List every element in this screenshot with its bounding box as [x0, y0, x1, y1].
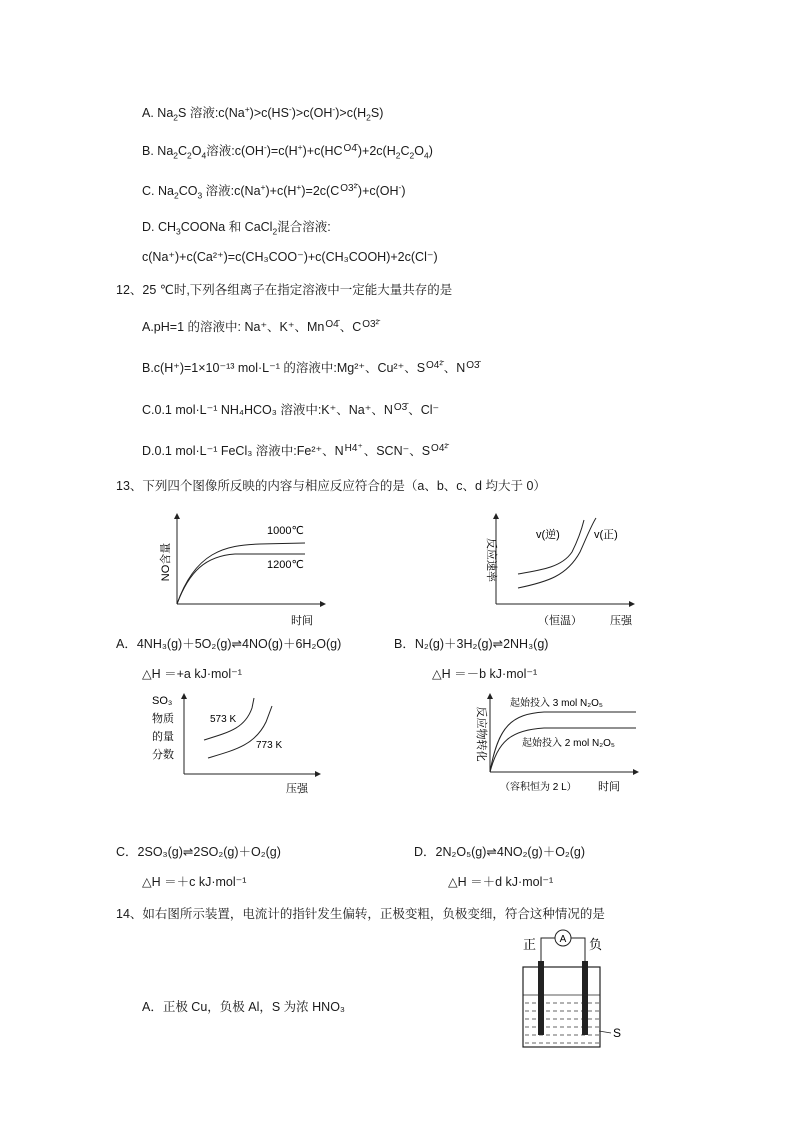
q12-option-a: A.pH=1 的溶液中: Na⁺、K⁺、$Mn^{O4̄}$、$C^{O3^2̄}$	[142, 319, 379, 334]
q13-option-a-dh: △H ＝+a kJ·mol⁻¹	[142, 667, 242, 681]
q11-option-b: B. $Na_2C_2O_4$溶液$:c(OH^-)=c(H^+)+c(HC^{O4̄})+2c(H_2C_2O_4)$	[142, 141, 433, 161]
ammeter-label: A	[559, 934, 567, 945]
q12-option-d: D.0.1 mol·L⁻¹ FeCl₃ 溶液中:Fe²⁺、$N^{H4^+}$、SCN⁻、$S^{O4^2̄}$	[142, 443, 448, 458]
fig-c-curve-773: 773 K	[256, 740, 283, 751]
q11-option-a: A. $Na_2S$ 溶液$:c(Na^+)>c(HS^-)>c(OH^-)>c(H_2S)$	[142, 103, 384, 123]
positive-electrode	[538, 961, 544, 1035]
q13-option-c: C．2SO₃(g)⇌2SO₂(g)＋O₂(g)	[116, 845, 281, 859]
q13-option-d-dh: △H ＝＋d kJ·mol⁻¹	[448, 875, 554, 889]
fig-b-xlabel: 压强	[610, 615, 632, 627]
q13-option-a: A．4NH₃(g)＋5O₂(g)⇌4NO(g)＋6H₂O(g)	[116, 637, 342, 651]
fig-d-curve-2mol: 起始投入 2 mol N₂O₅	[522, 738, 615, 749]
solution-label: S	[613, 1026, 622, 1040]
q12-stem: 12、25 ℃时,下列各组离子在指定溶液中一定能大量共存的是	[116, 283, 453, 297]
fig-c-xlabel: 压强	[286, 783, 308, 795]
q13-option-b: B．N₂(g)＋3H₂(g)⇌2NH₃(g)	[394, 637, 549, 651]
q13-stem: 13、下列四个图像所反映的内容与相应反应符合的是（a、b、c、d 均大于 0）	[116, 479, 546, 493]
fig-d-ylabel: 反应物转化	[475, 706, 487, 762]
fig-c-curve-573: 573 K	[210, 714, 237, 725]
q11-option-d: D. $CH_3COONa$ 和 CaCl$_2$混合溶液:	[142, 220, 331, 237]
fig-a-xlabel: 时间	[291, 615, 313, 627]
q11-option-d-equation: c(Na⁺)+c(Ca²⁺)=c(CH₃COO⁻)+c(CH₃COOH)+2c(Cl⁻)	[142, 250, 438, 264]
q14-stem: 14、如右图所示装置，电流计的指针发生偏转，正极变粗，负极变细，符合这种情况的是	[116, 907, 605, 921]
q13-figure-b	[472, 512, 642, 630]
fig-d-note: （容积恒为 2 L）	[500, 782, 577, 793]
q14-option-a: A．正极 Cu，负极 Al，S 为浓 HNO₃	[142, 1000, 346, 1014]
q13-option-d: D．2N₂O₅(g)⇌4NO₂(g)＋O₂(g)	[414, 845, 586, 859]
fig-b-note: （恒温）	[538, 615, 582, 627]
fig-d-curve-3mol: 起始投入 3 mol N₂O₅	[510, 698, 603, 709]
negative-label: 负	[589, 937, 603, 952]
negative-electrode	[582, 961, 588, 1035]
fig-a-curve-1000: 1000℃	[267, 525, 304, 537]
positive-label: 正	[523, 937, 537, 952]
fig-a-curve-1200: 1200℃	[267, 559, 304, 571]
q11-option-c: C. $Na_2CO_3$ 溶液$:c(Na^+)+c(H^+)=2c(C^{O3^2̄})+c(OH^-)$	[142, 181, 406, 201]
fig-b-ylabel: 反应速率	[485, 538, 497, 582]
q13-figure-d	[464, 690, 644, 798]
fig-c-ylabel-4: 分数	[152, 749, 174, 761]
q13-option-c-dh: △H ＝＋c kJ·mol⁻¹	[142, 875, 247, 889]
fig-d-xlabel: 时间	[598, 781, 620, 793]
fig-c-ylabel-2: 物质	[152, 713, 174, 725]
q13-figure-c	[150, 690, 330, 798]
q13-figure-a	[155, 512, 335, 630]
fig-b-curve-forward: v(正)	[594, 529, 618, 541]
fig-c-ylabel-1: SO₃	[152, 695, 173, 707]
fig-b-curve-reverse: v(逆)	[536, 529, 560, 541]
q13-option-b-dh: △H ＝－b kJ·mol⁻¹	[432, 667, 538, 681]
q14-galvanic-cell-figure	[515, 925, 630, 1053]
q12-option-b: B.c(H⁺)=1×10⁻¹³ mol·L⁻¹ 的溶液中:Mg²⁺、Cu²⁺、$S^{O4^2̄}$、$N^{O3̄}$	[142, 360, 480, 375]
fig-a-ylabel: NO含量	[160, 542, 172, 582]
fig-c-ylabel-3: 的量	[152, 731, 174, 743]
q12-option-c: C.0.1 mol·L⁻¹ NH₄HCO₃ 溶液中:K⁺、Na⁺、$N^{O3̄}$、Cl⁻	[142, 402, 440, 417]
